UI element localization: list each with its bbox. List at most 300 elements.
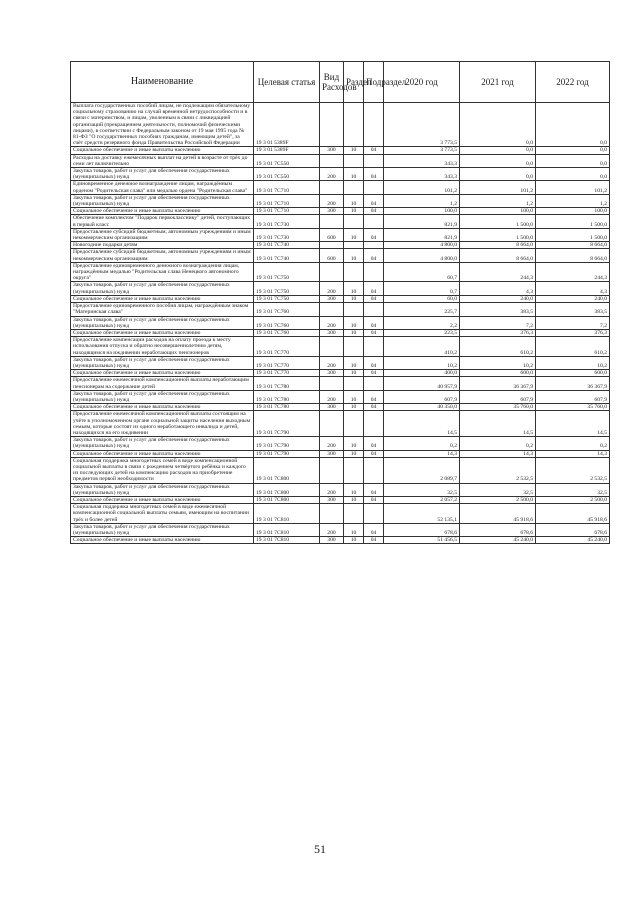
row-expense-type [320, 242, 344, 249]
header-2021: 2021 год [460, 62, 536, 103]
row-subsection [364, 154, 384, 167]
row-value-2022: 1,2 [536, 194, 610, 207]
row-subsection [364, 504, 384, 524]
row-section [344, 242, 364, 249]
row-target-article: 19 3 01 7C770 [254, 337, 320, 357]
row-name: Закупка товаров, работ и услуг для обеспечения государственных (муниципальных) нужд [71, 194, 254, 207]
row-subsection: 04 [364, 295, 384, 302]
row-name: Социальное обеспечение и иные выплаты населению [71, 147, 254, 154]
row-value-2022: 101,2 [536, 181, 610, 194]
row-value-2021: 14,3 [460, 450, 536, 457]
table-row [71, 437, 610, 450]
table-row [71, 337, 610, 357]
row-section [344, 377, 364, 390]
row-section: 10 [344, 537, 364, 544]
row-section: 10 [344, 437, 364, 450]
row-expense-type [320, 181, 344, 194]
row-value-2022: 8 664,0 [536, 249, 610, 262]
row-section [344, 215, 364, 228]
row-target-article: 19 3 01 7C730 [254, 215, 320, 228]
row-target-article: 19 3 01 7C800 [254, 457, 320, 483]
row-section [344, 411, 364, 437]
row-section: 10 [344, 168, 364, 181]
row-section: 10 [344, 329, 364, 336]
row-value-2020: 14,3 [384, 450, 460, 457]
row-target-article: 19 3 01 7C810 [254, 537, 320, 544]
row-value-2021: 7,2 [460, 316, 536, 329]
row-subsection: 04 [364, 390, 384, 403]
row-subsection: 04 [364, 523, 384, 536]
row-target-article: 19 3 01 7C790 [254, 450, 320, 457]
row-value-2021: 45 240,0 [460, 537, 536, 544]
row-section: 10 [344, 295, 364, 302]
row-section: 10 [344, 316, 364, 329]
header-2022: 2022 год [536, 62, 610, 103]
row-target-article: 19 3 01 7C740 [254, 242, 320, 249]
row-target-article: 19 3 01 7C710 [254, 181, 320, 194]
row-section [344, 303, 364, 316]
row-expense-type: 300 [320, 329, 344, 336]
row-expense-type: 600 [320, 228, 344, 241]
row-value-2021: 14,5 [460, 411, 536, 437]
row-value-2020: 60,0 [384, 295, 460, 302]
row-value-2021: 244,3 [460, 262, 536, 282]
row-value-2021: 0,0 [460, 103, 536, 147]
row-value-2021: 2 532,5 [460, 457, 536, 483]
row-subsection: 04 [364, 450, 384, 457]
table-body [71, 103, 610, 544]
table-row [71, 356, 610, 369]
row-value-2021: 610,2 [460, 337, 536, 357]
row-target-article: 19 3 01 7C760 [254, 303, 320, 316]
header-target-article: Целевая статья [254, 62, 320, 103]
row-subsection: 04 [364, 483, 384, 496]
row-subsection: 04 [364, 147, 384, 154]
row-target-article: 19 3 01 7C770 [254, 356, 320, 369]
row-name: Закупка товаров, работ и услуг для обеспечения государственных (муниципальных) нужд [71, 168, 254, 181]
row-section [344, 504, 364, 524]
row-expense-type: 200 [320, 483, 344, 496]
table-row [71, 147, 610, 154]
row-section: 10 [344, 208, 364, 215]
row-name: Социальная поддержка многодетных семей в виде ежемесячной компенсационной социальной выплаты семьям, имеющим на воспитании трёх и более детей [71, 504, 254, 524]
row-value-2020: 1,2 [384, 194, 460, 207]
row-value-2021: 1 500,0 [460, 215, 536, 228]
row-subsection: 04 [364, 404, 384, 411]
row-name: Предоставление ежемесячной компенсационной выплаты неработающим пенсионерам на содержание детей [71, 377, 254, 390]
row-expense-type: 200 [320, 316, 344, 329]
row-value-2020: 2,2 [384, 316, 460, 329]
row-target-article: 19 3 01 7C710 [254, 194, 320, 207]
row-name: Социальное обеспечение и иные выплаты населению [71, 450, 254, 457]
row-value-2020: 51 456,5 [384, 537, 460, 544]
row-value-2020: 52 135,1 [384, 504, 460, 524]
row-value-2021: 0,0 [460, 147, 536, 154]
row-value-2022: 1 500,0 [536, 215, 610, 228]
table-row [71, 262, 610, 282]
row-target-article: 19 3 01 5389F [254, 103, 320, 147]
table-row [71, 295, 610, 302]
row-subsection [364, 215, 384, 228]
row-value-2022: 0,0 [536, 168, 610, 181]
table-row [71, 303, 610, 316]
row-value-2020: 2 089,7 [384, 457, 460, 483]
row-section: 10 [344, 249, 364, 262]
row-name: Социальное обеспечение и иные выплаты населению [71, 537, 254, 544]
row-value-2021: 4,3 [460, 282, 536, 295]
row-value-2022: 0,0 [536, 103, 610, 147]
row-section: 10 [344, 370, 364, 377]
row-section: 10 [344, 356, 364, 369]
row-value-2021: 1 500,0 [460, 228, 536, 241]
row-target-article: 19 3 01 7C760 [254, 316, 320, 329]
row-expense-type: 300 [320, 404, 344, 411]
row-value-2021: 32,5 [460, 483, 536, 496]
row-value-2022: 1 500,0 [536, 228, 610, 241]
row-value-2022: 610,2 [536, 337, 610, 357]
row-value-2022: 35 760,0 [536, 404, 610, 411]
row-section [344, 337, 364, 357]
row-expense-type [320, 154, 344, 167]
row-expense-type: 200 [320, 356, 344, 369]
row-value-2022: 10,2 [536, 356, 610, 369]
row-expense-type: 200 [320, 390, 344, 403]
row-target-article: 19 3 01 7C750 [254, 295, 320, 302]
row-value-2020: 10,2 [384, 356, 460, 369]
row-name: Предоставление единовременного денежного вознаграждения лицам, награждённым медалью "Родительская слава Ненецкого автономного округа" [71, 262, 254, 282]
table-row [71, 390, 610, 403]
row-expense-type: 300 [320, 537, 344, 544]
row-subsection [364, 242, 384, 249]
table-row [71, 496, 610, 503]
row-value-2020: 821,9 [384, 228, 460, 241]
row-expense-type: 300 [320, 147, 344, 154]
row-value-2021: 100,0 [460, 208, 536, 215]
row-value-2021: 607,9 [460, 390, 536, 403]
row-section: 10 [344, 194, 364, 207]
row-section: 10 [344, 282, 364, 295]
row-expense-type: 300 [320, 450, 344, 457]
row-name: Предоставление субсидий бюджетным, автономным учреждениям и иным некоммерческим организациям [71, 249, 254, 262]
row-value-2020: 32,5 [384, 483, 460, 496]
table-row [71, 215, 610, 228]
row-value-2021: 383,5 [460, 303, 536, 316]
row-name: Единовременное денежное вознаграждение лицам, награждённым орденом "Родительская слава" или медалью ордена "Родительская слава" [71, 181, 254, 194]
row-value-2022: 14,3 [536, 450, 610, 457]
row-value-2021: 45 918,6 [460, 504, 536, 524]
row-value-2022: 2 532,5 [536, 457, 610, 483]
row-subsection: 04 [364, 496, 384, 503]
row-expense-type: 300 [320, 496, 344, 503]
page-number: 51 [314, 842, 326, 856]
header-subsection: Подраздел [364, 62, 384, 103]
row-value-2020: 3 773,5 [384, 147, 460, 154]
row-expense-type [320, 103, 344, 147]
row-subsection: 04 [364, 208, 384, 215]
row-value-2022: 45 918,6 [536, 504, 610, 524]
row-name: Предоставление компенсации расходов на оплату проезда к месту использования отпуска и обратно несовершеннолетним детям, находящимся на иждивении неработающих пенсионеров [71, 337, 254, 357]
row-value-2021: 0,0 [460, 168, 536, 181]
row-value-2021: 35 760,0 [460, 404, 536, 411]
row-name: Закупка товаров, работ и услуг для обеспечения государственных (муниципальных) нужд [71, 483, 254, 496]
row-name: Новогодние подарки детям [71, 242, 254, 249]
row-expense-type: 300 [320, 208, 344, 215]
row-target-article: 19 3 01 7C770 [254, 370, 320, 377]
row-name: Социальное обеспечение и иные выплаты населению [71, 329, 254, 336]
row-value-2020: 3 773,5 [384, 103, 460, 147]
header-name: Наименование [71, 62, 254, 103]
row-expense-type: 300 [320, 295, 344, 302]
row-name: Предоставление единовременного пособия лицам, награждённым знаком "Материнская слава" [71, 303, 254, 316]
row-value-2020: 4 800,0 [384, 242, 460, 249]
row-subsection: 04 [364, 168, 384, 181]
table-row [71, 316, 610, 329]
row-section: 10 [344, 450, 364, 457]
row-value-2022: 14,5 [536, 411, 610, 437]
row-target-article: 19 3 01 7C740 [254, 249, 320, 262]
row-subsection: 04 [364, 249, 384, 262]
row-section [344, 154, 364, 167]
row-value-2022: 8 664,0 [536, 242, 610, 249]
row-subsection [364, 377, 384, 390]
row-subsection: 04 [364, 329, 384, 336]
row-subsection [364, 457, 384, 483]
row-value-2022: 0,2 [536, 437, 610, 450]
row-target-article: 19 3 01 7C790 [254, 411, 320, 437]
row-expense-type: 200 [320, 523, 344, 536]
row-section: 10 [344, 147, 364, 154]
table-row [71, 450, 610, 457]
table-row [71, 411, 610, 437]
row-expense-type [320, 215, 344, 228]
row-value-2020: 223,5 [384, 329, 460, 336]
row-value-2021: 600,0 [460, 370, 536, 377]
table-row [71, 370, 610, 377]
row-subsection [364, 411, 384, 437]
row-section [344, 457, 364, 483]
row-value-2021: 8 664,0 [460, 249, 536, 262]
table-row [71, 249, 610, 262]
row-value-2021: 8 664,0 [460, 242, 536, 249]
row-value-2021: 10,2 [460, 356, 536, 369]
row-subsection: 04 [364, 437, 384, 450]
row-value-2022: 4,3 [536, 282, 610, 295]
header-section: Раздел [344, 62, 364, 103]
row-expense-type: 200 [320, 194, 344, 207]
row-value-2021: 0,0 [460, 154, 536, 167]
row-value-2020: 821,9 [384, 215, 460, 228]
row-expense-type [320, 303, 344, 316]
row-value-2020: 0,2 [384, 437, 460, 450]
row-name: Социальное обеспечение и иные выплаты населению [71, 404, 254, 411]
row-value-2021: 1,2 [460, 194, 536, 207]
row-section [344, 181, 364, 194]
table-row [71, 523, 610, 536]
row-expense-type [320, 411, 344, 437]
row-value-2021: 678,6 [460, 523, 536, 536]
row-value-2020: 225,7 [384, 303, 460, 316]
row-target-article: 19 3 01 7C800 [254, 483, 320, 496]
row-name: Закупка товаров, работ и услуг для обеспечения государственных (муниципальных) нужд [71, 437, 254, 450]
table-row [71, 404, 610, 411]
table-row [71, 504, 610, 524]
row-value-2020: 101,2 [384, 181, 460, 194]
row-value-2020: 607,9 [384, 390, 460, 403]
row-value-2020: 0,7 [384, 282, 460, 295]
row-subsection [364, 262, 384, 282]
row-subsection [364, 181, 384, 194]
row-section: 10 [344, 390, 364, 403]
row-section: 10 [344, 483, 364, 496]
table-row [71, 228, 610, 241]
table-row [71, 194, 610, 207]
row-value-2020: 343,3 [384, 154, 460, 167]
row-expense-type: 200 [320, 282, 344, 295]
table-row [71, 154, 610, 167]
row-value-2020: 400,0 [384, 370, 460, 377]
row-expense-type [320, 337, 344, 357]
table-row [71, 483, 610, 496]
row-subsection: 04 [364, 282, 384, 295]
row-value-2020: 60,7 [384, 262, 460, 282]
row-expense-type [320, 262, 344, 282]
row-value-2022: 32,5 [536, 483, 610, 496]
row-value-2022: 0,0 [536, 147, 610, 154]
row-section: 10 [344, 404, 364, 411]
row-value-2022: 607,9 [536, 390, 610, 403]
row-value-2022: 240,0 [536, 295, 610, 302]
table-row [71, 103, 610, 147]
row-name: Расходы на доставку ежемесячных выплат на детей в возрасте от трёх до семи лет включительно [71, 154, 254, 167]
row-subsection [364, 303, 384, 316]
row-expense-type [320, 377, 344, 390]
row-target-article: 19 3 01 7C730 [254, 228, 320, 241]
row-value-2022: 600,0 [536, 370, 610, 377]
row-name: Выплата государственных пособий лицам, не подлежащим обязательному социальному страхованию на случай временной нетрудоспособности и в связи с материнством, и лицам, уволенным в связи с ликвидацией организаций (прекращением деятельности, полномочий физическими лицами), в соответствии с Федеральным законом от 19 мая 1995 года № 81-ФЗ "О государственных пособиях гражданам, имеющим детей", за счёт средств резервного фонда Правительства Российской Федерации [71, 103, 254, 147]
table-header-row [71, 62, 610, 103]
row-value-2022: 100,0 [536, 208, 610, 215]
row-name: Социальное обеспечение и иные выплаты населению [71, 295, 254, 302]
row-name: Закупка товаров, работ и услуг для обеспечения государственных (муниципальных) нужд [71, 523, 254, 536]
row-expense-type [320, 457, 344, 483]
row-subsection [364, 337, 384, 357]
row-name: Социальное обеспечение и иные выплаты населению [71, 496, 254, 503]
row-value-2020: 14,5 [384, 411, 460, 437]
row-target-article: 19 3 01 7C750 [254, 262, 320, 282]
row-subsection: 04 [364, 194, 384, 207]
table-row [71, 282, 610, 295]
table-row [71, 377, 610, 390]
row-section: 10 [344, 228, 364, 241]
table-row [71, 457, 610, 483]
row-value-2020: 2 057,2 [384, 496, 460, 503]
row-expense-type: 600 [320, 249, 344, 262]
row-subsection: 04 [364, 537, 384, 544]
row-value-2022: 678,6 [536, 523, 610, 536]
row-value-2022: 0,0 [536, 154, 610, 167]
row-expense-type: 300 [320, 370, 344, 377]
row-target-article: 19 3 01 7C550 [254, 154, 320, 167]
row-subsection: 04 [364, 316, 384, 329]
row-section: 10 [344, 496, 364, 503]
table-row [71, 181, 610, 194]
table-row [71, 242, 610, 249]
row-value-2021: 2 500,0 [460, 496, 536, 503]
row-value-2022: 244,3 [536, 262, 610, 282]
row-subsection: 04 [364, 228, 384, 241]
row-value-2021: 36 367,9 [460, 377, 536, 390]
row-value-2022: 36 367,9 [536, 377, 610, 390]
row-section: 10 [344, 523, 364, 536]
row-target-article: 19 3 01 7C800 [254, 496, 320, 503]
row-target-article: 19 3 01 7C710 [254, 208, 320, 215]
row-value-2020: 678,6 [384, 523, 460, 536]
row-target-article: 19 3 01 7C810 [254, 504, 320, 524]
row-value-2022: 7,2 [536, 316, 610, 329]
row-value-2022: 2 500,0 [536, 496, 610, 503]
row-value-2021: 376,3 [460, 329, 536, 336]
header-2020: 2020 год [384, 62, 460, 103]
row-name: Предоставление ежемесячной компенсационной выплаты состоящим на учёте в уполномоченном органе социальной защиты населения выходным семьям, которые состоят из одного неработающего инвалида и детей, находящихся на его иждивении [71, 411, 254, 437]
row-value-2022: 383,5 [536, 303, 610, 316]
row-section [344, 103, 364, 147]
row-value-2021: 101,2 [460, 181, 536, 194]
row-name: Закупка товаров, работ и услуг для обеспечения государственных (муниципальных) нужд [71, 390, 254, 403]
row-target-article: 19 3 01 7C780 [254, 377, 320, 390]
row-name: Социальное обеспечение и иные выплаты населению [71, 370, 254, 377]
row-value-2021: 0,2 [460, 437, 536, 450]
row-name: Социальная поддержка многодетных семей в виде компенсационной социальной выплаты в связи с рождением четвёртого ребёнка и каждого из последующих детей на компенсацию расходов на приобретение предметов первой необходимости [71, 457, 254, 483]
row-value-2020: 40 957,9 [384, 377, 460, 390]
table-row [71, 168, 610, 181]
header-expense-type: Вид Расходов [320, 62, 344, 103]
row-value-2022: 45 240,0 [536, 537, 610, 544]
row-target-article: 19 3 01 7C750 [254, 282, 320, 295]
row-value-2022: 376,3 [536, 329, 610, 336]
row-value-2020: 4 800,0 [384, 249, 460, 262]
row-target-article: 19 3 01 7C780 [254, 390, 320, 403]
row-subsection: 04 [364, 370, 384, 377]
budget-table [70, 61, 610, 544]
row-expense-type [320, 504, 344, 524]
row-subsection: 04 [364, 356, 384, 369]
row-expense-type: 200 [320, 168, 344, 181]
row-name: Закупка товаров, работ и услуг для обеспечения государственных (муниципальных) нужд [71, 316, 254, 329]
row-value-2020: 343,3 [384, 168, 460, 181]
table-row [71, 208, 610, 215]
row-section [344, 262, 364, 282]
row-name: Предоставление субсидий бюджетным, автономным учреждениям и иным некоммерческим организациям [71, 228, 254, 241]
row-value-2021: 240,0 [460, 295, 536, 302]
row-name: Обеспечение комплектом "Подарок первокласснику" детей, поступающих в первый класс [71, 215, 254, 228]
row-target-article: 19 3 01 7C780 [254, 404, 320, 411]
row-subsection [364, 103, 384, 147]
row-target-article: 19 3 01 7C760 [254, 329, 320, 336]
table-row [71, 329, 610, 336]
row-name: Закупка товаров, работ и услуг для обеспечения государственных (муниципальных) нужд [71, 356, 254, 369]
row-value-2020: 100,0 [384, 208, 460, 215]
table-row [71, 537, 610, 544]
row-target-article: 19 3 01 7C810 [254, 523, 320, 536]
row-value-2020: 410,2 [384, 337, 460, 357]
row-name: Закупка товаров, работ и услуг для обеспечения государственных (муниципальных) нужд [71, 282, 254, 295]
row-expense-type: 200 [320, 437, 344, 450]
row-target-article: 19 3 01 7C550 [254, 168, 320, 181]
row-name: Социальное обеспечение и иные выплаты населению [71, 208, 254, 215]
row-value-2020: 40 350,0 [384, 404, 460, 411]
row-target-article: 19 3 01 5389F [254, 147, 320, 154]
row-target-article: 19 3 01 7C790 [254, 437, 320, 450]
